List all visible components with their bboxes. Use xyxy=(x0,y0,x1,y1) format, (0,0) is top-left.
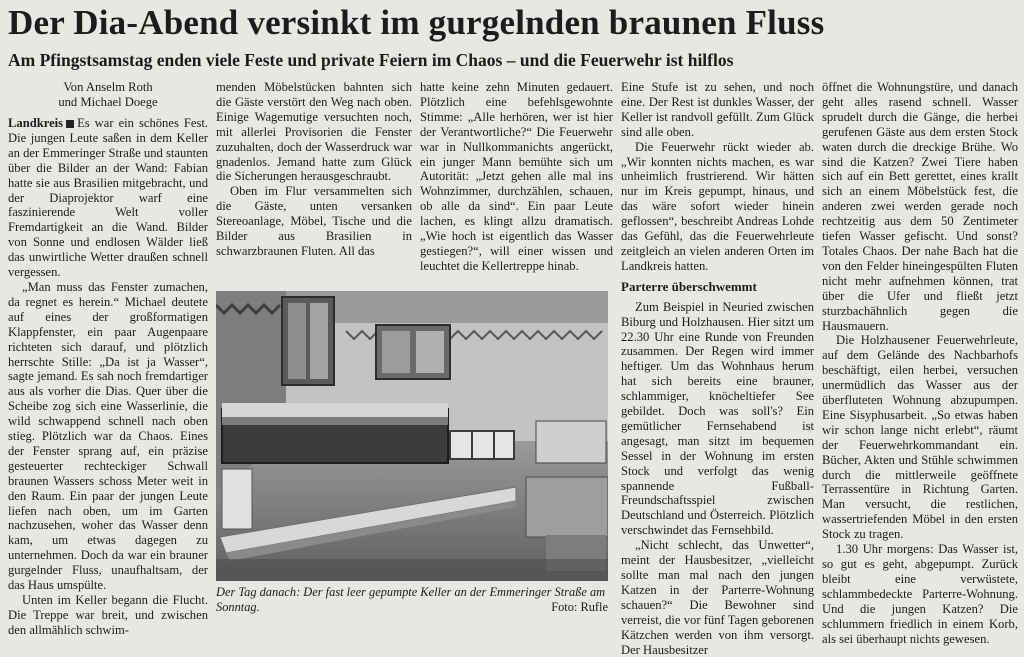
byline xyxy=(8,80,208,110)
paragraph: hatte keine zehn Minuten gedauert. Plötzlich eine befehlsgewohnte Stimme: „Alle herhören, wer ist hier der Verantwortliche?“ Die Feuerwehr war in Nullkommanichts angerückt, ein junger Mann bemühte sich um Autorität: „Jetzt gehen alle mal ins Wohnzimmer, durchzählen, schauen, ob alle da sind“. Ein paar Leute lachen, es klingt allzu dramatisch. „Wie hoch ist eigentlich das Wasser gestiegen?“, will einer wissen und leuchtet die Kellertreppe hinab. xyxy=(420,80,613,273)
article-column-5 xyxy=(822,80,1018,646)
paragraph: Unten im Keller begann die Flucht. Die Treppe war breit, und zwischen den allmählich schwim- xyxy=(8,593,208,637)
headline: Der Dia-Abend versinkt im gurgelnden braunen Fluss xyxy=(8,3,825,42)
paragraph: Zum Beispiel in Neuried zwischen Biburg und Holzhausen. Hier sitzt um 22.30 Uhr eine Runde von Freunden zusammen. Der Regen wird immer heftiger. Um das Wohnhaus herum hat sich bereits eine brauner, schlammiger, knöcheltiefer See gebildet. Doch was soll's? Ein gemütlicher Fernsehabend ist angesagt, man sitzt im bequemen Sessel in der Wohnung im ersten Stock und verfolgt das wenig spannende Fußball-Freundschaftsspiel zwischen Deutschland und Österreich. Plötzlich verschwindet das Fernsehbild. xyxy=(621,299,814,538)
article-column-2 xyxy=(216,80,412,259)
photo-credit: Foto: Rufle xyxy=(551,599,608,614)
photo-image xyxy=(216,291,608,581)
photo-caption-text: Der Tag danach: Der fast leer gepumpte Keller an der Emmeringer Straße am Sonntag. xyxy=(216,585,606,614)
paragraph: 1.30 Uhr morgens: Das Wasser ist, so gut es geht, abgepumpt. Zurück bleibt eine verwüstete, schlammbedeckte Parterre-Wohnung. Und die jungen Katzen? Die schlummern friedlich in einem Korb, als sei überhaupt nichts gewesen. xyxy=(822,542,1018,646)
article-column-3 xyxy=(420,80,613,274)
paragraph: Oben im Flur versammelten sich die Gäste, unten versanken Stereoanlage, Möbel, Tische und die Bilder aus Brasilien in schwarzbraunen Fluten. All das xyxy=(216,184,412,258)
square-bullet-icon xyxy=(66,120,74,128)
article-column-4 xyxy=(621,80,814,657)
article-column-1 xyxy=(8,80,208,638)
paragraph: „Nicht schlecht, das Unwetter“, meint der Hausbesitzer, „vielleicht sollte man mal nach den jungen Katzen in der Parterre-Wohnung schauen?“ Die Bewohner sind verreist, die vor fünf Tagen geborenen Kätzchen werden von ihm versorgt. Der Hausbesitzer xyxy=(621,538,814,657)
paragraph: Die Feuerwehr rückt wieder ab. „Wir konnten nichts machen, es war unheimlich frustrierend. Wir hätten nur im Kreis gepumpt, hinaus, und das wäre sofort wieder hinein geflossen“, beschreibt Andreas Lohde das Gefühl, das die Feuerwehrleute zeitgleich an vielen anderen Orten im Landkreis hatten. xyxy=(621,139,814,273)
paragraph-text: Es war ein schönes Fest. Die jungen Leute saßen in dem Keller an der Emmeringer Straße und staunten über die Bilder an der Wand: Fabian hatte sie aus Brasilien mitgebracht, und der Diaprojektor warf eine faszinierende Welt voller Fremdartigkeit an die Wand. Bilder von Sonne und endlosen Wälder ließ das unwirtliche Wetter draußen schnell vergessen. xyxy=(8,116,208,280)
subheadline: Am Pfingstsamstag enden viele Feste und private Feiern im Chaos – und die Feuerwehr ist hilflos xyxy=(8,50,734,70)
paragraph: „Man muss das Fenster zumachen, da regnet es herein.“ Michael deutete auf eines der großformatigen Klappfenster, ein paar Augenpaare richteten sich darauf, und plötzlich herrschte Stille: „Da ist ja Wasser“, sagte jemand. Es sah noch fremdartiger aus als vorher die Dias. Quer über die Scheibe zog sich eine Wasserlinie, die wild schwappend schnell nach oben stieg. Plötzlich war da Chaos. Eines der Fenster sprang auf, ein präzise gesteuerter rechteckiger Schwall braunen Wassers schoss Meter weit in den Raum. Ein paar der jungen Leute liefen nach oben, um im Garten nachzusehen, woher das Wasser denn kam, um etwas dagegen zu unternehmen. Doch da war ein brauner gurgelnder Fluss, unaufhaltsam, der das Haus umspülte. xyxy=(8,279,208,593)
paragraph: öffnet die Wohnungstüre, und danach geht alles rasend schnell. Wasser sprudelt durch die Gänge, die herbei gerufenen Gäste aus dem ersten Stock waten durch die dreckige Brühe. Wo sind die Katzen? Zwei Tiere haben sich auf ein Bett gerettet, eines krallt sich an einem Möbelstück fest, die anderen zwei werden gerade noch rechtzeitig aus dem 50 Zentimeter tiefen Wasser gefischt. Und sonst? Totales Chaos. Der nahe Bach hat die von den Felder hineingespülten Fluten nicht mehr aufnehmen können, trat über die Ufer und fließt jetzt sturzbachähnlich gegen die Hausmauern. xyxy=(822,80,1018,333)
section-subhead: Parterre überschwemmt xyxy=(621,278,757,294)
byline-line-2: und Michael Doege xyxy=(58,95,158,109)
paragraph: menden Möbelstücken bahnten sich die Gäste verstört den Weg nach oben. Einige Wagemutige versuchten noch, mit allerlei Provisorien die Fenster zuzuhalten, doch der Wasserdruck war gnadenlos. Jemand hatte zum Glück die Sicherungen herausgeschraubt. xyxy=(216,80,412,184)
byline-line-1: Von Anselm Roth xyxy=(63,80,153,94)
paragraph: Die Holzhausener Feuerwehrleute, auf dem Gelände des Nachbarhofs beschäftigt, eilen herbei, versuchen unermüdlich das Wasser aus der überfluteten Wohnung abzupumpen. Eine Sisyphusarbeit. „So etwas haben wir schon lange nicht erlebt“, räumt der Feuerwehrkommandant ein. Bücher, Akten und Stühle schwimmen durch die mittlerweile geöffnete Terrassentüre in Richtung Garten. Man versucht, die restlichen, wassertriefenden Möbel in den ersten Stock zu tragen. xyxy=(822,333,1018,542)
paragraph: Eine Stufe ist zu sehen, und noch eine. Der Rest ist dunkles Wasser, der Keller ist randvoll gefüllt. Zum Glück sind alle oben. xyxy=(621,80,814,139)
dateline: Landkreis xyxy=(8,116,64,130)
paragraph xyxy=(8,116,208,280)
photo-flooded-basement xyxy=(216,291,608,581)
photo-caption xyxy=(216,585,608,615)
